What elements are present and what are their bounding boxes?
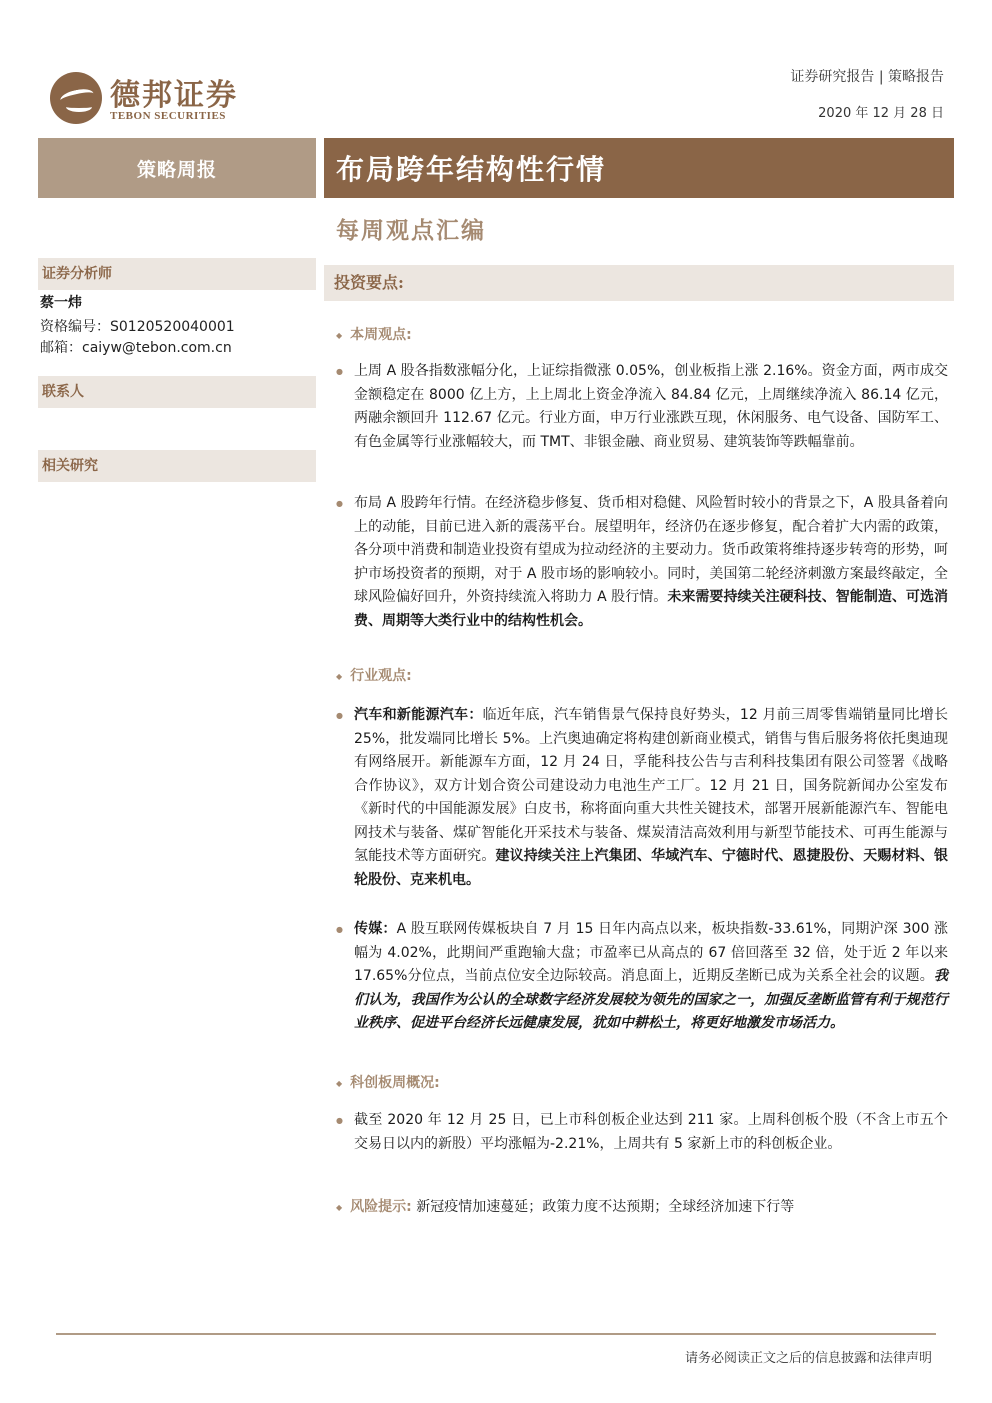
risk-label: 风险提示: [350, 1199, 412, 1215]
weekly-view-label: ◆ 本周观点: [336, 324, 412, 344]
logo-english-name: TEBON SECURITIES [110, 110, 226, 122]
report-title-banner: 布局跨年结构性行情 [324, 138, 954, 198]
analyst-name: 蔡一炜 [40, 295, 82, 311]
logo-name: 德邦证券 [110, 78, 238, 113]
footer-disclaimer: 请务必阅读正文之后的信息披露和法律声明 [684, 1351, 932, 1366]
related-research-head: 相关研究 [38, 450, 316, 482]
star-market-label: ◆ 科创板周概况: [336, 1072, 440, 1092]
report-type: 证券研究报告 | 策略报告 [790, 69, 944, 85]
star-market-paragraph: ● 截至 2020 年 12 月 25 日，已上市科创板企业达到 211 家。上周科创板个股（不含上市五个交易日以内的新股）平均涨幅为-2.21%，上周共有 5 家新上市的科创板企业。 [336, 1109, 948, 1156]
weekly-view-paragraph-1: ● 上周 A 股各指数涨幅分化，上证综指微涨 0.05%，创业板指上涨 2.16%。资金方面，两市成交金额稳定在 8000 亿上方，上上周北上资金净流入 84.84 亿元，上周继续净流入 86.14 亿元，两融余额回升 112.67 亿元。行业方面，申万行业涨跌互现，休闲服务、电气设备、国防军工、有色金属等行业涨幅较大，而 TMT、非银金融、商业贸易、建筑装饰等跌幅靠前。 [336, 360, 948, 454]
risk-text: 新冠疫情加速蔓延；政策力度不达预期；全球经济加速下行等 [416, 1199, 795, 1215]
report-category-banner: 策略周报 [38, 138, 316, 198]
auto-industry-paragraph: ● 汽车和新能源汽车：临近年底，汽车销售景气保持良好势头，12 月前三周零售端销量同比增长 25%，批发端同比增长 5%。上汽奥迪确定将构建创新商业模式，销售与售后服务将依托奥迪现有网络展开。新能源车方面，12 月 24 日，孚能科技公告与吉利科技集团有限公司签署《战略合作协议》，双方计划合资公司建设动力电池生产工厂。12 月 21 日，国务院新闻办公室发布《新时代的中国能源发展》白皮书，称将面向重大共性关键技术，部署开展新能源汽车、智能电网技术与装备、煤矿智能化开采技术与装备、煤炭清洁高效利用与新型节能技术、可再生能源与氢能技术等方面研究。建议持续关注上汽集团、华域汽车、宁德时代、恩捷股份、天赐材料、银轮股份、克来机电。 [336, 704, 948, 892]
analyst-section-head: 证券分析师 [38, 258, 316, 290]
analyst-email: 邮箱：caiyw@tebon.com.cn [40, 340, 232, 356]
contact-section-head: 联系人 [38, 376, 316, 408]
risk-warning [336, 1196, 794, 1216]
investment-highlights-head: 投资要点: [324, 265, 954, 301]
footer-divider [56, 1333, 936, 1335]
company-logo [50, 70, 260, 126]
industry-view-label: ◆ 行业观点: [336, 665, 412, 685]
logo-mark-icon [50, 72, 102, 124]
weekly-view-paragraph-2: ● 布局 A 股跨年行情。在经济稳步修复、货币相对稳健、风险暂时较小的背景之下，A 股具备着向上的动能，目前已进入新的震荡平台。展望明年，经济仍在逐步修复，配合着扩大内需的政策，各分项中消费和制造业投资有望成为拉动经济的主要动力。货币政策将维持逐步转弯的形势，呵护市场投资者的预期，对于 A 股市场的影响较小。同时，美国第二轮经济刺激方案最终敲定，全球风险偏好回升，外资持续流入将助力 A 股行情。未来需要持续关注硬科技、智能制造、可选消费、周期等大类行业中的结构性机会。 [336, 492, 948, 633]
media-industry-paragraph: ● 传媒：A 股互联网传媒板块自 7 月 15 日年内高点以来，板块指数-33.61%，同期沪深 300 涨幅为 4.02%，此期间严重跑输大盘；市盈率已从高点的 67 倍回落至 32 倍，处于近 2 年以来 17.65%分位点，当前点位安全边际较高。消息面上，近期反垄断已成为关系全社会的议题。我们认为，我国作为公认的全球数字经济发展较为领先的国家之一，加强反垄断监管有利于规范行业秩序、促进平台经济长远健康发展，犹如中耕松土，将更好地激发市场活力。 [336, 918, 948, 1036]
report-date: 2020 年 12 月 28 日 [818, 106, 944, 121]
report-subtitle: 每周观点汇编 [336, 217, 486, 244]
analyst-cert: 资格编号：S0120520040001 [40, 319, 235, 335]
